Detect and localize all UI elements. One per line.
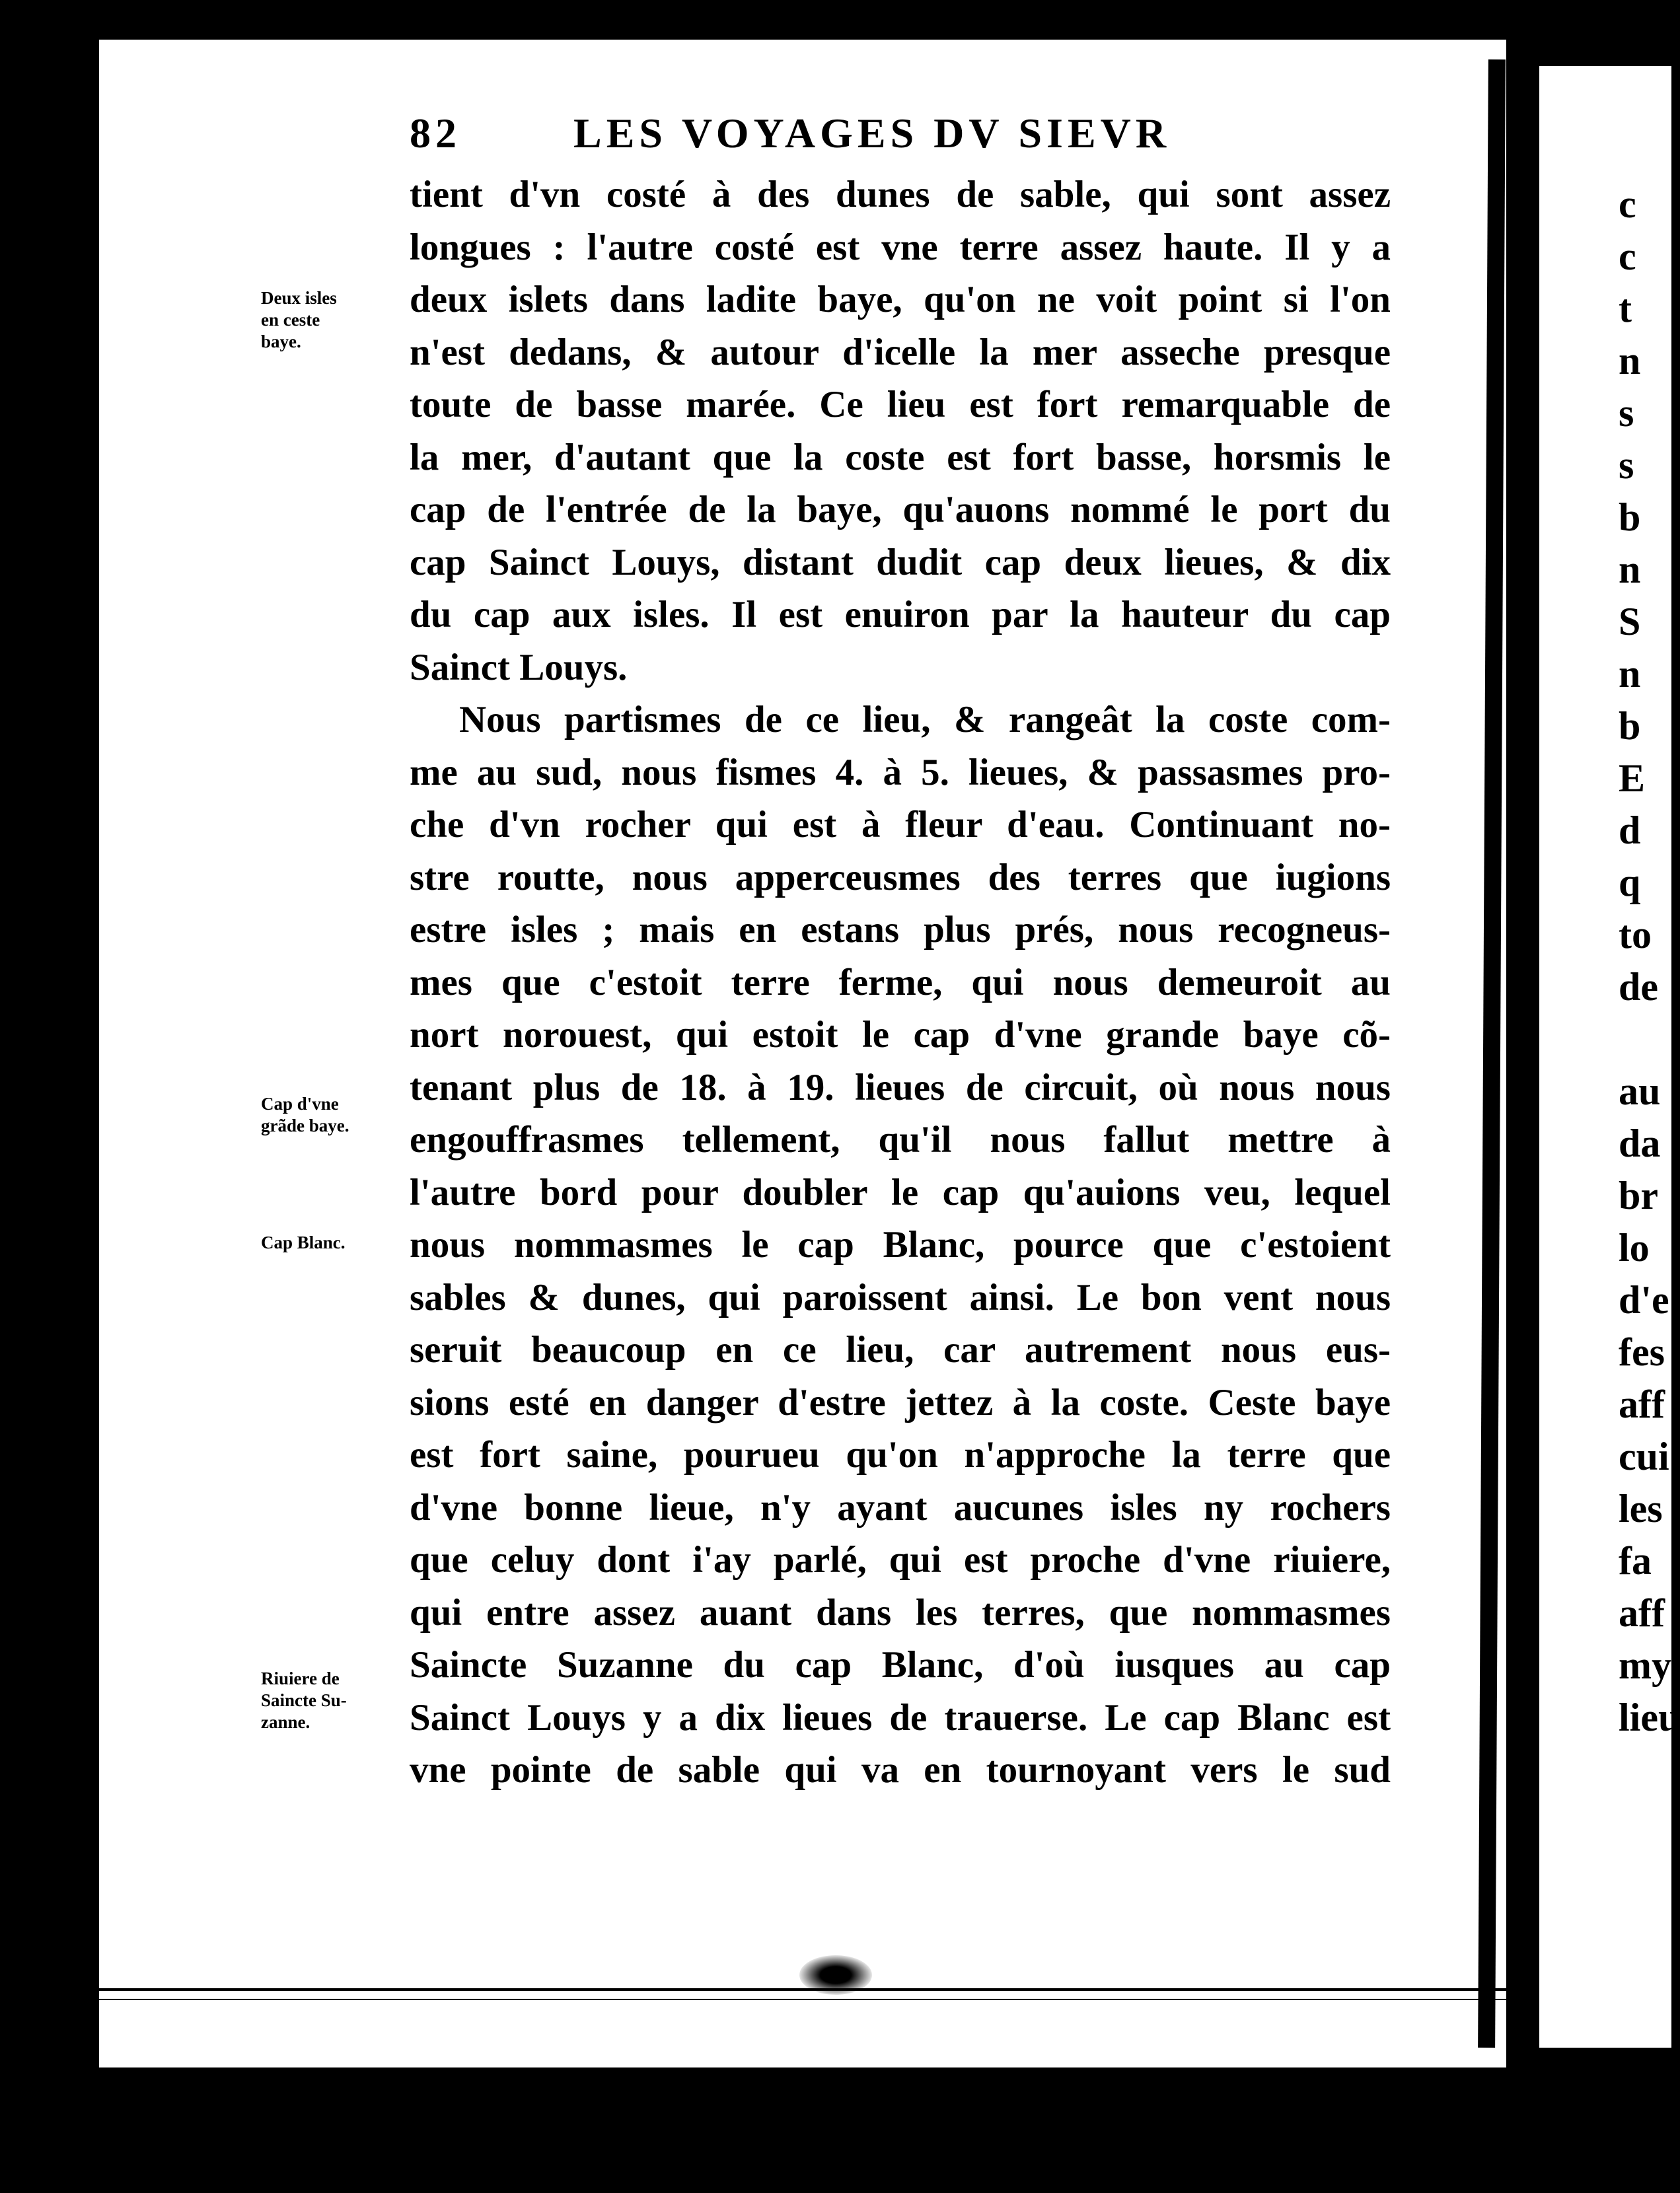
- text-line: cap Sainct Louys, distant dudit cap deux lieues, & dix: [410, 541, 1391, 583]
- facing-fragment: fes: [1619, 1330, 1665, 1374]
- text-line: deux islets dans ladite baye, qu'on ne voit point si l'on: [410, 279, 1391, 320]
- text-line: Nous partismes de ce lieu, & rangeât la coste com-: [459, 699, 1391, 740]
- facing-fragment: my: [1619, 1643, 1671, 1687]
- text-line: tient d'vn costé à des dunes de sable, qui sont assez: [410, 174, 1391, 215]
- text-line: tenant plus de 18. à 19. lieues de circuit, où nous nous: [410, 1066, 1391, 1108]
- facing-fragment: d'e: [1619, 1278, 1669, 1322]
- text-line: cap de l'entrée de la baye, qu'auons nommé le port du: [410, 489, 1391, 530]
- facing-fragment: lo: [1619, 1226, 1650, 1270]
- bottom-rule-secondary: [99, 1999, 1506, 2000]
- facing-fragment: b: [1619, 495, 1641, 539]
- text-line: Sainct Louys y a dix lieues de trauerse. Le cap Blanc est: [410, 1696, 1391, 1739]
- facing-fragment: s: [1619, 443, 1634, 487]
- facing-fragment: aff: [1619, 1383, 1665, 1426]
- text-line: me au sud, nous fismes 4. à 5. lieues, & passasmes pro-: [410, 751, 1391, 793]
- facing-fragment: n: [1619, 652, 1641, 696]
- facing-fragment: au: [1619, 1069, 1661, 1113]
- facing-fragment: de: [1619, 965, 1658, 1009]
- facing-fragment: cui: [1619, 1435, 1669, 1478]
- text-line: sions esté en danger d'estre jettez à la coste. Ceste baye: [410, 1381, 1391, 1423]
- margin-note-line: Deux isles: [261, 288, 337, 308]
- facing-fragment: to: [1619, 913, 1652, 956]
- facing-fragment: fa: [1619, 1539, 1652, 1583]
- facing-fragment: br: [1619, 1174, 1658, 1217]
- margin-note-riuiere: [261, 1668, 347, 1733]
- margin-note-cap-grande-baye: [261, 1093, 349, 1137]
- facing-fragment: q: [1619, 861, 1641, 904]
- text-line: toute de basse marée. Ce lieu est fort remarquable de: [410, 384, 1391, 425]
- text-line: stre routte, nous apperceusmes des terres que iugions: [410, 856, 1391, 898]
- margin-note-line: grãde baye.: [261, 1116, 349, 1135]
- body-text: [410, 168, 1391, 1797]
- facing-fragment: s: [1619, 391, 1634, 435]
- text-line: d'vne bonne lieue, n'y ayant aucunes isles ny rochers: [410, 1486, 1391, 1528]
- facing-fragment: b: [1619, 704, 1641, 748]
- text-line: longues : l'autre costé est vne terre assez haute. Il y a: [410, 226, 1391, 268]
- facing-fragment: les: [1619, 1487, 1663, 1530]
- running-title: LES VOYAGES DV SIEVR: [573, 110, 1171, 157]
- facing-fragment: [1619, 1013, 1680, 1065]
- facing-fragment: c: [1619, 182, 1636, 226]
- margin-note-line: Cap d'vne: [261, 1094, 339, 1114]
- text-line: du cap aux isles. Il est enuiron par la hauteur du cap: [410, 594, 1391, 635]
- text-line: seruit beaucoup en ce lieu, car autrement nous eus-: [410, 1329, 1391, 1371]
- margin-note-line: zanne.: [261, 1712, 310, 1732]
- facing-fragment: n: [1619, 548, 1641, 591]
- margin-note-cap-blanc: [261, 1232, 346, 1254]
- facing-fragment: S: [1619, 600, 1641, 643]
- text-line: l'autre bord pour doubler le cap qu'auions veu, lequel: [410, 1171, 1391, 1213]
- text-line: engouffrasmes tellement, qu'il nous fallut mettre à: [410, 1119, 1391, 1161]
- text-line: n'est dedans, & autour d'icelle la mer asseche presque: [410, 331, 1391, 373]
- facing-fragment: c: [1619, 234, 1636, 278]
- text-line: est fort saine, pourueu qu'on n'approche la terre que: [410, 1434, 1391, 1476]
- margin-note-line: Riuiere de: [261, 1669, 340, 1688]
- text-line: vne pointe de sable qui va en tournoyant vers le sud: [410, 1749, 1391, 1791]
- facing-fragment: d: [1619, 809, 1641, 852]
- running-head: [410, 109, 1401, 158]
- text-line: que celuy dont i'ay parlé, qui est proche d'vne riuiere,: [410, 1539, 1391, 1581]
- facing-fragment: n: [1619, 339, 1641, 382]
- text-line: estre isles ; mais en estans plus prés, nous recogneus-: [410, 909, 1391, 951]
- margin-note-line: baye.: [261, 332, 301, 351]
- facing-fragment: E: [1619, 756, 1646, 800]
- facing-fragment: aff: [1619, 1591, 1665, 1635]
- text-line: Saincte Suzanne du cap Blanc, d'où iusques au cap: [410, 1644, 1391, 1686]
- ink-blot: [799, 1955, 872, 1995]
- margin-note-line: Cap Blanc.: [261, 1233, 346, 1252]
- facing-fragment: lieu: [1619, 1696, 1680, 1739]
- bottom-rule: [99, 1988, 1506, 1991]
- text-line: sables & dunes, qui paroissent ainsi. Le bon vent nous: [410, 1276, 1391, 1318]
- text-line: Sainct Louys.: [410, 646, 628, 688]
- text-line: mes que c'estoit terre ferme, qui nous demeuroit au: [410, 961, 1391, 1003]
- facing-fragment: t: [1619, 287, 1632, 330]
- margin-note-deux-isles: [261, 287, 337, 353]
- margin-note-line: en ceste: [261, 310, 320, 330]
- margin-note-line: Saincte Su-: [261, 1690, 347, 1710]
- text-line: la mer, d'autant que la coste est fort basse, horsmis le: [410, 436, 1391, 478]
- facing-fragment: da: [1619, 1122, 1661, 1165]
- facing-page-text: [1619, 178, 1680, 1744]
- text-line: nous nommasmes le cap Blanc, pource que c'estoient: [410, 1224, 1391, 1266]
- text-line: che d'vn rocher qui est à fleur d'eau. Continuant no-: [410, 804, 1391, 845]
- text-line: nort norouest, qui estoit le cap d'vne grande baye cõ-: [410, 1014, 1391, 1056]
- page-number: 82: [410, 110, 461, 157]
- text-line: qui entre assez auant dans les terres, que nommasmes: [410, 1591, 1391, 1634]
